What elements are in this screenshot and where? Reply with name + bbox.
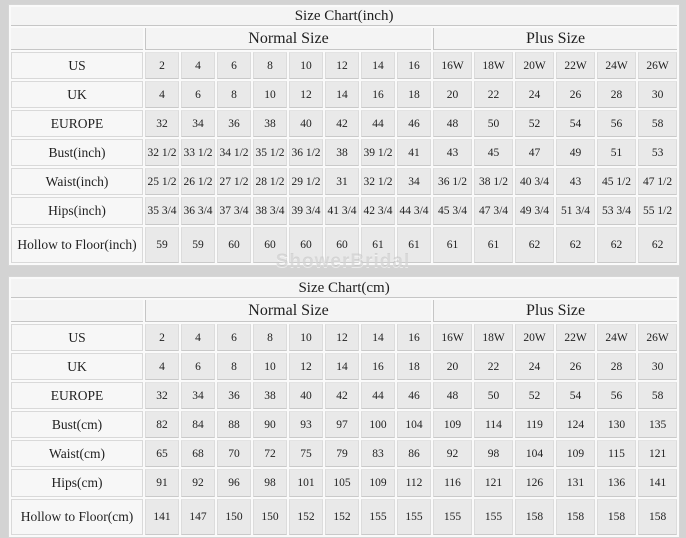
size-value-cell: 8 xyxy=(253,324,287,351)
size-value-cell: 10 xyxy=(253,81,287,108)
size-value-cell: 46 xyxy=(397,110,431,137)
size-value-cell: 54 xyxy=(556,110,595,137)
size-value-cell: 109 xyxy=(433,411,472,438)
size-value-cell: 150 xyxy=(217,499,251,535)
size-value-cell: 26W xyxy=(638,52,677,79)
size-value-cell: 16 xyxy=(397,52,431,79)
size-value-cell: 43 xyxy=(433,139,472,166)
size-value-cell: 121 xyxy=(638,440,677,467)
size-value-cell: 147 xyxy=(181,499,215,535)
size-value-cell: 96 xyxy=(217,469,251,497)
size-value-cell: 16W xyxy=(433,324,472,351)
size-value-cell: 65 xyxy=(145,440,179,467)
size-value-cell: 4 xyxy=(145,81,179,108)
size-value-cell: 158 xyxy=(597,499,636,535)
watermark-text: ShowerBridal xyxy=(275,251,411,272)
size-value-cell: 4 xyxy=(181,324,215,351)
size-value-cell: 44 xyxy=(361,382,395,409)
row-label: EUROPE xyxy=(11,382,143,409)
size-value-cell: 109 xyxy=(556,440,595,467)
size-value-cell: 49 3/4 xyxy=(515,197,554,225)
size-value-cell: 112 xyxy=(397,469,431,497)
size-value-cell: 24W xyxy=(597,52,636,79)
size-value-cell: 91 xyxy=(145,469,179,497)
size-value-cell: 158 xyxy=(515,499,554,535)
size-value-cell: 8 xyxy=(253,52,287,79)
size-value-cell: 131 xyxy=(556,469,595,497)
size-value-cell: 14 xyxy=(361,52,395,79)
size-value-cell: 32 xyxy=(145,110,179,137)
size-value-cell: 6 xyxy=(181,353,215,380)
size-value-cell: 61 xyxy=(397,227,431,263)
size-value-cell: 72 xyxy=(253,440,287,467)
table-row xyxy=(11,227,677,263)
size-value-cell: 59 xyxy=(181,227,215,263)
size-value-cell: 124 xyxy=(556,411,595,438)
table-row xyxy=(11,411,677,438)
size-value-cell: 42 3/4 xyxy=(361,197,395,225)
size-value-cell: 50 xyxy=(474,110,513,137)
table-row xyxy=(11,168,677,195)
size-value-cell: 100 xyxy=(361,411,395,438)
size-value-cell: 34 xyxy=(181,110,215,137)
size-value-cell: 10 xyxy=(253,353,287,380)
size-value-cell: 47 xyxy=(515,139,554,166)
size-value-cell: 18 xyxy=(397,81,431,108)
row-label: Bust(inch) xyxy=(11,139,143,166)
size-value-cell: 27 1/2 xyxy=(217,168,251,195)
size-value-cell: 141 xyxy=(638,469,677,497)
size-value-cell: 32 1/2 xyxy=(361,168,395,195)
size-value-cell: 18 xyxy=(397,353,431,380)
size-value-cell: 83 xyxy=(361,440,395,467)
size-value-cell: 79 xyxy=(325,440,359,467)
size-value-cell: 98 xyxy=(474,440,513,467)
plus-size-header: Plus Size xyxy=(433,300,677,322)
row-label: Hollow to Floor(inch) xyxy=(11,227,143,263)
size-value-cell: 92 xyxy=(181,469,215,497)
size-value-cell: 45 xyxy=(474,139,513,166)
size-value-cell: 39 3/4 xyxy=(289,197,323,225)
size-value-cell: 22W xyxy=(556,324,595,351)
size-value-cell: 70 xyxy=(217,440,251,467)
size-value-cell: 34 xyxy=(181,382,215,409)
size-value-cell: 93 xyxy=(289,411,323,438)
size-value-cell: 68 xyxy=(181,440,215,467)
size-value-cell: 47 1/2 xyxy=(638,168,677,195)
size-value-cell: 45 1/2 xyxy=(597,168,636,195)
table-row xyxy=(11,382,677,409)
size-value-cell: 45 3/4 xyxy=(433,197,472,225)
size-value-cell: 84 xyxy=(181,411,215,438)
size-value-cell: 97 xyxy=(325,411,359,438)
table-row xyxy=(11,324,677,351)
size-value-cell: 61 xyxy=(433,227,472,263)
table-row xyxy=(11,139,677,166)
size-value-cell: 51 xyxy=(597,139,636,166)
size-value-cell: 50 xyxy=(474,382,513,409)
size-value-cell: 39 1/2 xyxy=(361,139,395,166)
size-value-cell: 26 1/2 xyxy=(181,168,215,195)
size-value-cell: 158 xyxy=(638,499,677,535)
size-value-cell: 40 3/4 xyxy=(515,168,554,195)
size-value-cell: 38 xyxy=(253,110,287,137)
size-value-cell: 60 xyxy=(325,227,359,263)
size-value-cell: 28 xyxy=(597,353,636,380)
corner-cell xyxy=(11,28,143,50)
size-value-cell: 20 xyxy=(433,353,472,380)
size-value-cell: 104 xyxy=(515,440,554,467)
row-label: Hips(cm) xyxy=(11,469,143,497)
size-value-cell: 16 xyxy=(397,324,431,351)
size-value-cell: 60 xyxy=(253,227,287,263)
size-value-cell: 52 xyxy=(515,110,554,137)
size-value-cell: 75 xyxy=(289,440,323,467)
size-value-cell: 38 1/2 xyxy=(474,168,513,195)
size-value-cell: 8 xyxy=(217,81,251,108)
size-value-cell: 36 3/4 xyxy=(181,197,215,225)
table-row xyxy=(11,52,677,79)
size-value-cell: 6 xyxy=(181,81,215,108)
table-row xyxy=(11,197,677,225)
row-label: UK xyxy=(11,353,143,380)
size-value-cell: 116 xyxy=(433,469,472,497)
size-value-cell: 49 xyxy=(556,139,595,166)
size-value-cell: 30 xyxy=(638,353,677,380)
size-value-cell: 42 xyxy=(325,110,359,137)
size-value-cell: 62 xyxy=(638,227,677,263)
size-value-cell: 119 xyxy=(515,411,554,438)
size-value-cell: 53 3/4 xyxy=(597,197,636,225)
size-value-cell: 88 xyxy=(217,411,251,438)
size-value-cell: 22 xyxy=(474,353,513,380)
size-value-cell: 26 xyxy=(556,81,595,108)
size-value-cell: 152 xyxy=(325,499,359,535)
size-value-cell: 38 3/4 xyxy=(253,197,287,225)
size-value-cell: 61 xyxy=(474,227,513,263)
size-value-cell: 6 xyxy=(217,52,251,79)
size-value-cell: 130 xyxy=(597,411,636,438)
size-value-cell: 40 xyxy=(289,110,323,137)
size-value-cell: 42 xyxy=(325,382,359,409)
size-value-cell: 20W xyxy=(515,324,554,351)
size-value-cell: 136 xyxy=(597,469,636,497)
size-value-cell: 55 1/2 xyxy=(638,197,677,225)
size-value-cell: 60 xyxy=(217,227,251,263)
size-value-cell: 109 xyxy=(361,469,395,497)
size-value-cell: 56 xyxy=(597,382,636,409)
size-value-cell: 101 xyxy=(289,469,323,497)
size-value-cell: 38 xyxy=(325,139,359,166)
size-chart-inch-table xyxy=(8,4,680,266)
size-value-cell: 58 xyxy=(638,110,677,137)
size-value-cell: 48 xyxy=(433,382,472,409)
size-value-cell: 36 1/2 xyxy=(289,139,323,166)
size-value-cell: 155 xyxy=(361,499,395,535)
size-value-cell: 56 xyxy=(597,110,636,137)
size-value-cell: 114 xyxy=(474,411,513,438)
row-label: UK xyxy=(11,81,143,108)
size-value-cell: 14 xyxy=(361,324,395,351)
size-value-cell: 61 xyxy=(361,227,395,263)
row-label: EUROPE xyxy=(11,110,143,137)
size-value-cell: 155 xyxy=(433,499,472,535)
normal-size-header: Normal Size xyxy=(145,300,431,322)
size-value-cell: 59 xyxy=(145,227,179,263)
size-value-cell: 48 xyxy=(433,110,472,137)
size-value-cell: 4 xyxy=(145,353,179,380)
size-value-cell: 12 xyxy=(325,52,359,79)
size-value-cell: 44 xyxy=(361,110,395,137)
corner-cell xyxy=(11,300,143,322)
size-chart-cm-table xyxy=(8,276,680,538)
size-value-cell: 44 3/4 xyxy=(397,197,431,225)
size-value-cell: 155 xyxy=(474,499,513,535)
size-value-cell: 34 xyxy=(397,168,431,195)
size-value-cell: 22W xyxy=(556,52,595,79)
size-value-cell: 26W xyxy=(638,324,677,351)
row-label: Hollow to Floor(cm) xyxy=(11,499,143,535)
size-value-cell: 105 xyxy=(325,469,359,497)
table-row xyxy=(11,440,677,467)
size-value-cell: 90 xyxy=(253,411,287,438)
size-value-cell: 98 xyxy=(253,469,287,497)
size-value-cell: 6 xyxy=(217,324,251,351)
size-value-cell: 36 1/2 xyxy=(433,168,472,195)
size-value-cell: 43 xyxy=(556,168,595,195)
size-value-cell: 82 xyxy=(145,411,179,438)
size-value-cell: 58 xyxy=(638,382,677,409)
row-label: US xyxy=(11,324,143,351)
row-label: Hips(inch) xyxy=(11,197,143,225)
size-value-cell: 41 xyxy=(397,139,431,166)
size-value-cell: 47 3/4 xyxy=(474,197,513,225)
table-row xyxy=(11,469,677,497)
size-value-cell: 141 xyxy=(145,499,179,535)
size-value-cell: 150 xyxy=(253,499,287,535)
size-value-cell: 29 1/2 xyxy=(289,168,323,195)
size-value-cell: 152 xyxy=(289,499,323,535)
size-value-cell: 52 xyxy=(515,382,554,409)
size-value-cell: 30 xyxy=(638,81,677,108)
table-title: Size Chart(inch) xyxy=(11,7,677,26)
size-value-cell: 37 3/4 xyxy=(217,197,251,225)
size-value-cell: 20 xyxy=(433,81,472,108)
size-value-cell: 24 xyxy=(515,81,554,108)
table-row xyxy=(11,81,677,108)
row-label: Bust(cm) xyxy=(11,411,143,438)
row-label: US xyxy=(11,52,143,79)
size-value-cell: 46 xyxy=(397,382,431,409)
size-value-cell: 10 xyxy=(289,324,323,351)
table-row xyxy=(11,110,677,137)
size-value-cell: 24W xyxy=(597,324,636,351)
size-value-cell: 92 xyxy=(433,440,472,467)
size-value-cell: 12 xyxy=(325,324,359,351)
size-value-cell: 12 xyxy=(289,81,323,108)
size-value-cell: 32 1/2 xyxy=(145,139,179,166)
size-value-cell: 34 1/2 xyxy=(217,139,251,166)
size-value-cell: 33 1/2 xyxy=(181,139,215,166)
size-value-cell: 155 xyxy=(397,499,431,535)
table-title: Size Chart(cm) xyxy=(11,279,677,298)
size-value-cell: 28 xyxy=(597,81,636,108)
size-value-cell: 4 xyxy=(181,52,215,79)
size-value-cell: 62 xyxy=(556,227,595,263)
size-value-cell: 31 xyxy=(325,168,359,195)
row-label: Waist(inch) xyxy=(11,168,143,195)
size-value-cell: 10 xyxy=(289,52,323,79)
size-value-cell: 2 xyxy=(145,52,179,79)
size-value-cell: 2 xyxy=(145,324,179,351)
size-value-cell: 41 3/4 xyxy=(325,197,359,225)
size-value-cell: 121 xyxy=(474,469,513,497)
size-value-cell: 35 3/4 xyxy=(145,197,179,225)
size-value-cell: 36 xyxy=(217,110,251,137)
size-value-cell: 38 xyxy=(253,382,287,409)
size-value-cell: 40 xyxy=(289,382,323,409)
size-value-cell: 18W xyxy=(474,324,513,351)
size-value-cell: 35 1/2 xyxy=(253,139,287,166)
plus-size-header: Plus Size xyxy=(433,28,677,50)
size-value-cell: 8 xyxy=(217,353,251,380)
size-value-cell: 60 xyxy=(289,227,323,263)
size-value-cell: 86 xyxy=(397,440,431,467)
size-value-cell: 135 xyxy=(638,411,677,438)
size-value-cell: 14 xyxy=(325,353,359,380)
size-value-cell: 51 3/4 xyxy=(556,197,595,225)
size-value-cell: 115 xyxy=(597,440,636,467)
size-value-cell: 18W xyxy=(474,52,513,79)
size-value-cell: 25 1/2 xyxy=(145,168,179,195)
size-value-cell: 104 xyxy=(397,411,431,438)
size-value-cell: 24 xyxy=(515,353,554,380)
row-label: Waist(cm) xyxy=(11,440,143,467)
table-row xyxy=(11,353,677,380)
size-value-cell: 158 xyxy=(556,499,595,535)
size-value-cell: 28 1/2 xyxy=(253,168,287,195)
size-value-cell: 26 xyxy=(556,353,595,380)
size-value-cell: 22 xyxy=(474,81,513,108)
size-value-cell: 16 xyxy=(361,353,395,380)
size-value-cell: 54 xyxy=(556,382,595,409)
size-value-cell: 16W xyxy=(433,52,472,79)
size-value-cell: 16 xyxy=(361,81,395,108)
size-value-cell: 32 xyxy=(145,382,179,409)
size-value-cell: 53 xyxy=(638,139,677,166)
size-value-cell: 126 xyxy=(515,469,554,497)
size-value-cell: 62 xyxy=(515,227,554,263)
size-value-cell: 36 xyxy=(217,382,251,409)
size-value-cell: 20W xyxy=(515,52,554,79)
size-value-cell: 62 xyxy=(597,227,636,263)
size-value-cell: 14 xyxy=(325,81,359,108)
size-value-cell: 12 xyxy=(289,353,323,380)
normal-size-header: Normal Size xyxy=(145,28,431,50)
